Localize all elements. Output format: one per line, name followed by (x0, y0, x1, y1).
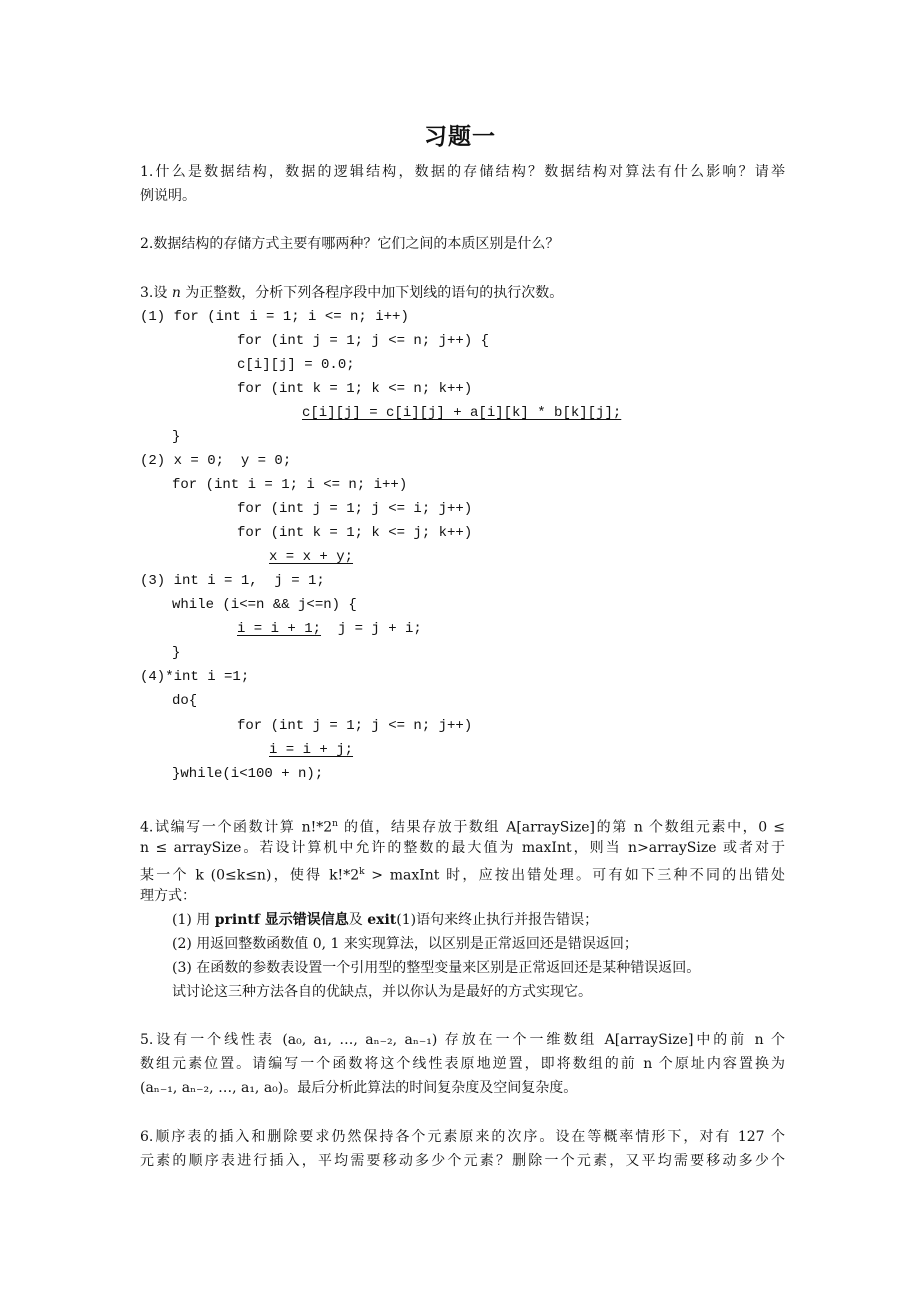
code-4-line-5: }while(i<100 + n); (172, 766, 324, 782)
question-4-option-3: (3) 在函数的参数表设置一个引用型的整型变量来区别是正常返回还是某种错误返回。 (172, 960, 701, 976)
code-1-line-4: for (int k = 1; k <= n; k++) (237, 381, 473, 397)
code-4-underlined-statement: i = i + j; (269, 742, 354, 758)
code-2-underlined-statement: x = x + y; (269, 549, 354, 565)
q4-superscript: k (359, 867, 365, 877)
code-2-line-4: for (int k = 1; k <= j; k++) (237, 525, 473, 541)
q4-text: 4.试编写一个函数计算 n!*2 (140, 819, 333, 836)
q4-text: 的值，结果存放于数组 A[arraySize]的第 n 个数组元素中，0 ≤ (337, 819, 786, 836)
code-1-line-1: (1) for (int i = 1; i <= n; i++) (140, 309, 409, 325)
question-4-option-1 (172, 910, 598, 930)
question-4-closing: 试讨论这三种方法各自的优缺点，并以你认为是最好的方式实现它。 (172, 984, 592, 1000)
question-5-line-2: 数组元素位置。请编写一个函数将这个线性表原地逆置，即将数组的前 n 个原址内容置换为 (140, 1056, 785, 1072)
code-3-line-2: while (i<=n && j<=n) { (172, 597, 357, 613)
question-1-line-1: 1.什么是数据结构，数据的逻辑结构，数据的存储结构？数据结构对算法有什么影响？请举 (140, 164, 785, 180)
code-2-line-2: for (int i = 1; i <= n; i++) (172, 477, 408, 493)
code-3-line-4: } (172, 645, 181, 661)
code-3-line-1: (3) int i = 1, j = 1; (140, 573, 325, 589)
q4-opt1-text: (1)语句来终止执行并报告错误； (396, 912, 599, 928)
q3-intro-prefix: 3.设 (140, 285, 172, 301)
question-1-line-2: 例说明。 (140, 188, 196, 204)
q4-opt1-bold: exit (367, 912, 397, 928)
question-4-line-4: 理方式： (140, 888, 196, 904)
question-4-line-3 (140, 862, 785, 886)
code-3-rest: j = j + i; (321, 621, 422, 637)
q4-opt1-text: (1) 用 (172, 912, 215, 928)
question-5-line-3: (aₙ₋₁, aₙ₋₂, …, a₁, a₀)。最后分析此算法的时间复杂度及空间复杂度。 (140, 1080, 578, 1096)
code-2-line-3: for (int j = 1; j <= i; j++) (237, 501, 473, 517)
code-2-line-1: (2) x = 0; y = 0; (140, 453, 292, 469)
code-1-line-6: } (172, 429, 181, 445)
question-4-line-1 (140, 814, 785, 838)
question-4-option-2: (2) 用返回整数函数值 0, 1 来实现算法，以区别是正常返回还是错误返回； (172, 936, 638, 952)
q4-text: 某一个 k (0≤k≤n)，使得 k!*2 (140, 867, 360, 884)
q4-text: > maxInt 时，应按出错处理。可有如下三种不同的出错处 (364, 867, 785, 884)
code-3-underlined-statement: i = i + 1; (237, 621, 322, 637)
page-title: 习题一 (424, 124, 496, 150)
question-2: 2.数据结构的存储方式主要有哪两种？它们之间的本质区别是什么？ (140, 236, 560, 252)
question-6-line-2: 元素的顺序表进行插入，平均需要移动多少个元素？删除一个元素，又平均需要移动多少个 (140, 1153, 785, 1169)
question-6-line-1: 6.顺序表的插入和删除要求仍然保持各个元素原来的次序。设在等概率情形下，对有 127 个 (140, 1129, 785, 1145)
code-4-line-1: (4)*int i =1; (140, 669, 250, 685)
question-4-line-2: n ≤ arraySize。若设计算机中允许的整数的最大值为 maxInt，则当 n>arraySize 或者对于 (140, 840, 785, 856)
code-1-line-3: c[i][j] = 0.0; (237, 357, 355, 373)
code-4-line-3: for (int j = 1; j <= n; j++) (237, 718, 473, 734)
code-1-underlined-statement: c[i][j] = c[i][j] + a[i][k] * b[k][j]; (302, 405, 622, 421)
code-4-line-2: do{ (172, 693, 198, 709)
q3-variable-n: n (171, 285, 181, 301)
q3-intro-suffix: 为正整数，分析下列各程序段中加下划线的语句的执行次数。 (180, 285, 564, 301)
question-3-intro (140, 283, 563, 303)
code-1-line-2: for (int j = 1; j <= n; j++) { (237, 333, 490, 349)
q4-superscript: n (332, 819, 338, 829)
q4-opt1-bold: printf 显示错误信息 (214, 912, 349, 928)
q4-opt1-text: 及 (348, 912, 368, 928)
question-5-line-1: 5.设有一个线性表 (a₀, a₁, …, aₙ₋₂, aₙ₋₁) 存放在一个一维数组 A[arraySize]中的前 n 个 (140, 1032, 785, 1048)
code-3-line-3 (237, 619, 422, 639)
